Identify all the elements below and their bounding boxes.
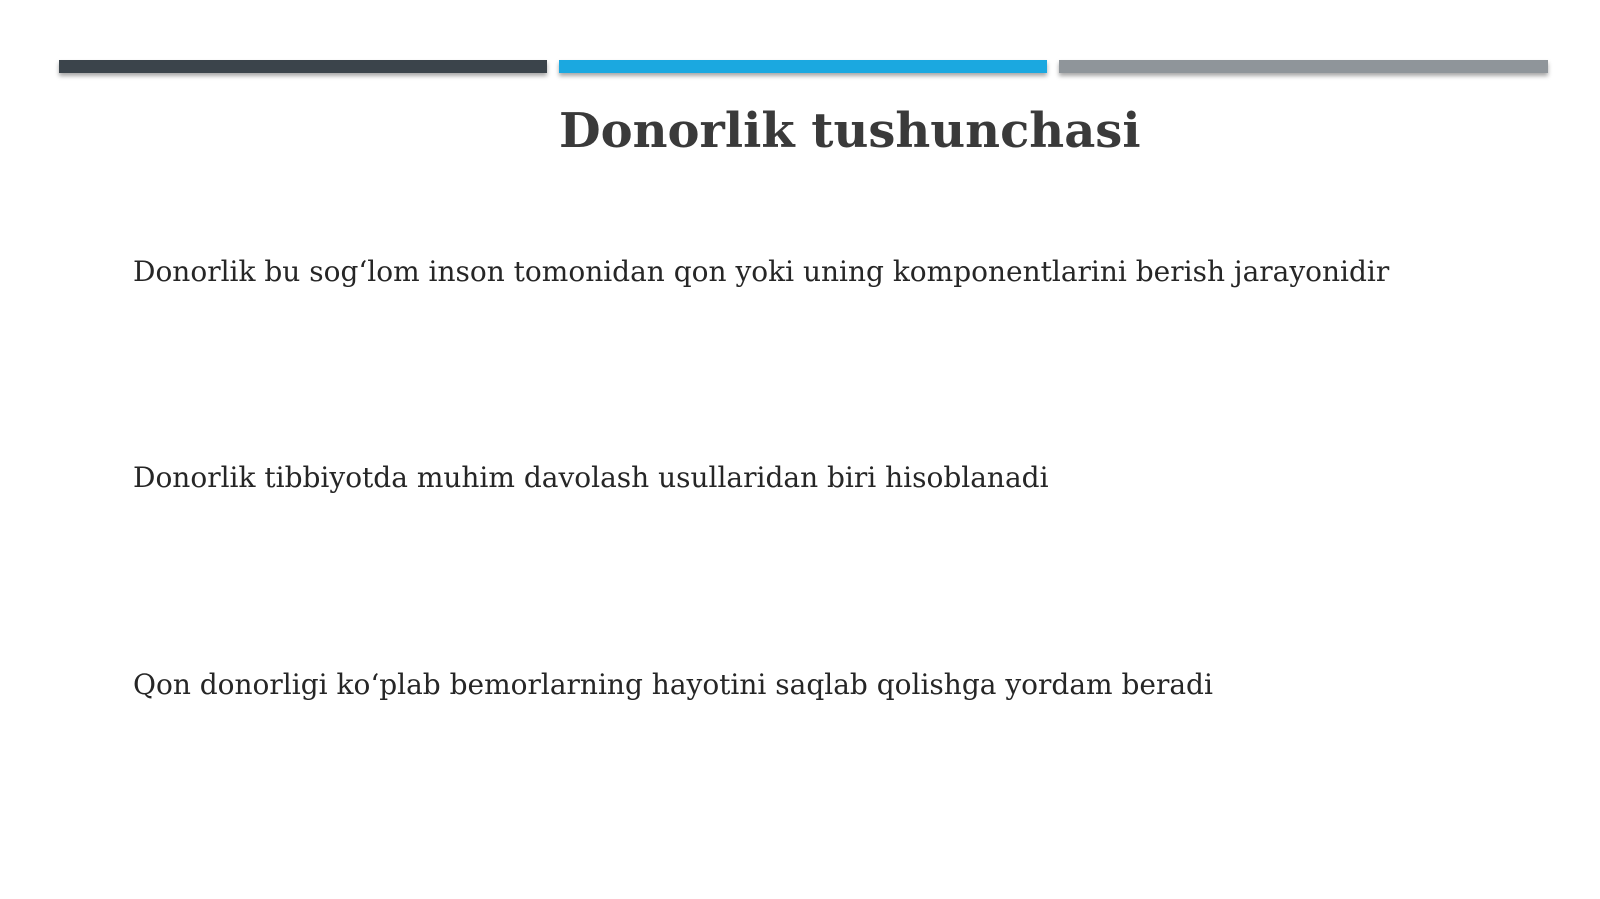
accent-bar-dark	[59, 60, 547, 73]
body-paragraph-2: Donorlik tibbiyotda muhim davolash usullaridan biri hisoblanadi	[133, 461, 1049, 494]
body-paragraph-3: Qon donorligi ko‘plab bemorlarning hayotini saqlab qolishga yordam beradi	[133, 668, 1213, 701]
body-paragraph-1: Donorlik bu sog‘lom inson tomonidan qon yoki uning komponentlarini berish jarayonidir	[133, 255, 1390, 288]
slide-title: Donorlik tushunchasi	[559, 103, 1141, 159]
accent-bar-gray	[1059, 60, 1548, 73]
accent-bar-blue	[559, 60, 1047, 73]
